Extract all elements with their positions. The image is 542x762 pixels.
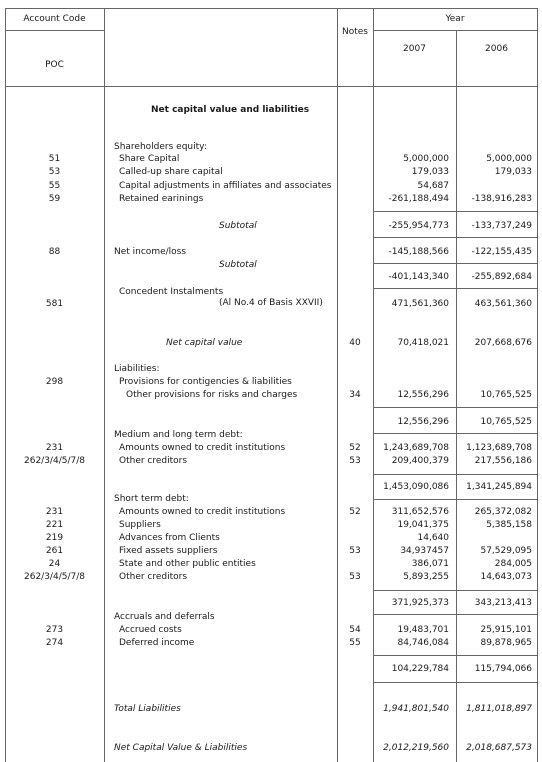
total-2006: 115,794,066 — [474, 664, 532, 674]
net-income-label: Net income/loss — [114, 247, 187, 257]
provisions-label: Provisions for contigencies & liabilities — [119, 377, 292, 387]
concedent-label: Concedent Instalments — [119, 287, 224, 297]
subtotal-rule — [373, 474, 537, 475]
net-capital-liabilities-2006: 2,018,687,573 — [466, 743, 532, 753]
value-2006: -138,916,283 — [471, 194, 532, 204]
row-label: Amounts owned to credit institutions — [119, 507, 286, 517]
account-code: 231 — [45, 443, 64, 453]
subtotal-rule — [373, 682, 537, 683]
note-ref: 52 — [349, 443, 361, 453]
note-ref: 34 — [349, 390, 361, 400]
table-top-border — [5, 8, 538, 9]
row-label: Retained earinings — [119, 194, 204, 204]
account-code: 231 — [45, 507, 64, 517]
subtotal-rule — [373, 237, 537, 238]
subtotal-rule — [373, 211, 537, 212]
account-code: 219 — [45, 533, 64, 543]
total-2006: 1,341,245,894 — [466, 482, 532, 492]
concedent-label-2: (Al No.4 of Basis XXVII) — [219, 298, 323, 308]
subtotal-rule — [373, 499, 537, 500]
subtotal-label: Subtotal — [219, 260, 257, 270]
total-liabilities-label: Total Liabilities — [114, 704, 181, 714]
total-2006: 10,765,525 — [480, 417, 532, 427]
value-2006: 179,033 — [494, 167, 532, 177]
value-2007: 54,687 — [417, 181, 449, 191]
row-label: State and other public entities — [119, 559, 256, 569]
subtotal-label: Subtotal — [219, 221, 257, 231]
value-2006: 14,643,073 — [480, 572, 532, 582]
header-line-account-code — [5, 30, 104, 31]
value-2006: 207,668,676 — [474, 338, 532, 348]
subtotal-rule — [373, 288, 537, 289]
notes-header: Notes — [342, 27, 368, 37]
value-2006: 5,385,158 — [486, 520, 532, 530]
value-2007: 209,400,379 — [391, 456, 449, 466]
account-code: 261 — [45, 546, 64, 556]
table-right-border — [537, 8, 538, 762]
total-2007: 371,925,373 — [391, 598, 449, 608]
value-2007: 14,640 — [417, 533, 449, 543]
value-2007: -145,188,566 — [388, 247, 449, 257]
note-ref: 53 — [349, 572, 361, 582]
account-code: 24 — [48, 559, 61, 569]
subtotal-rule — [373, 614, 537, 615]
subtotal-2007: -401,143,340 — [388, 272, 449, 282]
liabilities-heading: Liabilities: — [114, 364, 160, 374]
equity-heading: Shareholders equity: — [114, 142, 207, 152]
row-label: Accrued costs — [119, 625, 182, 635]
value-2007: 12,556,296 — [397, 390, 449, 400]
total-2007: 1,453,090,086 — [383, 482, 449, 492]
note-ref: 40 — [349, 338, 361, 348]
value-2006: 10,765,525 — [480, 390, 532, 400]
value-2007: 19,483,701 — [397, 625, 449, 635]
value-2006: 89,878,965 — [480, 638, 532, 648]
subtotal-rule — [373, 407, 537, 408]
value-2007: 1,243,689,708 — [383, 443, 449, 453]
row-label: Amounts owned to credit institutions — [119, 443, 286, 453]
total-2006: 343,213,413 — [474, 598, 532, 608]
subtotal-2006: -255,892,684 — [471, 272, 532, 282]
subtotal-rule — [373, 590, 537, 591]
value-2006: 25,915,101 — [480, 625, 532, 635]
account-code: 262/3/4/5/7/8 — [24, 456, 85, 466]
row-label: Advances from Clients — [119, 533, 220, 543]
total-liabilities-2006: 1,811,018,897 — [466, 704, 532, 714]
value-2007: 5,893,255 — [403, 572, 449, 582]
value-2006: -122,155,435 — [471, 247, 532, 257]
net-capital-liabilities-label: Net Capital Value & Liabilities — [114, 743, 248, 753]
value-2007: 19,041,375 — [397, 520, 449, 530]
value-2006: 284,005 — [494, 559, 532, 569]
account-code: 88 — [48, 247, 61, 257]
account-code: 262/3/4/5/7/8 — [24, 572, 85, 582]
account-code: 53 — [48, 167, 61, 177]
value-2007: -261,188,494 — [388, 194, 449, 204]
subtotal-2007: -255,954,773 — [388, 221, 449, 231]
mlt-debt-heading: Medium and long term debt: — [114, 430, 243, 440]
other-provisions-label: Other provisions for risks and charges — [126, 390, 298, 400]
account-code: 274 — [45, 638, 64, 648]
value-2006: 57,529,095 — [480, 546, 532, 556]
row-label: Suppliers — [119, 520, 161, 530]
subtotal-rule — [373, 655, 537, 656]
year-2007-header: 2007 — [403, 44, 426, 54]
value-2006: 217,556,186 — [474, 456, 532, 466]
row-label: Deferred income — [119, 638, 195, 648]
value-2007: 84,746,084 — [397, 638, 449, 648]
account-code: 221 — [45, 520, 64, 530]
value-2007: 179,033 — [411, 167, 449, 177]
value-2007: 70,418,021 — [397, 338, 449, 348]
account-code-header: Account Code — [23, 14, 86, 24]
value-2006: 463,561,360 — [474, 299, 532, 309]
row-label: Called-up share capital — [119, 167, 223, 177]
net-capital-label: Net capital value — [166, 338, 243, 348]
row-label: Other creditors — [119, 572, 188, 582]
column-divider-code — [104, 8, 105, 762]
subtotal-rule — [373, 263, 537, 264]
value-2006: 1,123,689,708 — [466, 443, 532, 453]
net-capital-liabilities-2007: 2,012,219,560 — [383, 743, 449, 753]
row-label: Capital adjustments in affiliates and associates — [119, 181, 332, 191]
subtotal-rule — [373, 433, 537, 434]
note-ref: 53 — [349, 456, 361, 466]
note-ref: 54 — [349, 625, 361, 635]
value-2006: 5,000,000 — [486, 154, 532, 164]
year-header: Year — [445, 14, 465, 24]
value-2007: 311,652,576 — [391, 507, 449, 517]
header-line-year — [373, 30, 537, 31]
year-2006-header: 2006 — [485, 44, 508, 54]
accruals-heading: Accruals and deferrals — [114, 612, 215, 622]
subtotal-2006: -133,737,249 — [471, 221, 532, 231]
account-code: 298 — [45, 377, 64, 387]
row-label: Share Capital — [119, 154, 180, 164]
note-ref: 52 — [349, 507, 361, 517]
value-2007: 34,937457 — [400, 546, 449, 556]
header-bottom-border — [5, 86, 538, 87]
account-code: 581 — [45, 299, 64, 309]
value-2007: 386,071 — [411, 559, 449, 569]
value-2007: 5,000,000 — [403, 154, 449, 164]
account-code: 55 — [48, 181, 61, 191]
note-ref: 55 — [349, 638, 361, 648]
section-title: Net capital value and liabilities — [151, 105, 310, 115]
row-label: Other creditors — [119, 456, 188, 466]
value-2006: 265,372,082 — [474, 507, 532, 517]
note-ref: 53 — [349, 546, 361, 556]
value-2007: 471,561,360 — [391, 299, 449, 309]
row-label: Fixed assets suppliers — [119, 546, 218, 556]
st-debt-heading: Short term debt: — [114, 494, 189, 504]
total-2007: 104,229,784 — [391, 664, 449, 674]
total-liabilities-2007: 1,941,801,540 — [383, 704, 449, 714]
account-code: 59 — [48, 194, 61, 204]
total-2007: 12,556,296 — [397, 417, 449, 427]
account-code: 51 — [48, 154, 61, 164]
account-code: 273 — [45, 625, 64, 635]
poc-header: POC — [45, 60, 64, 70]
